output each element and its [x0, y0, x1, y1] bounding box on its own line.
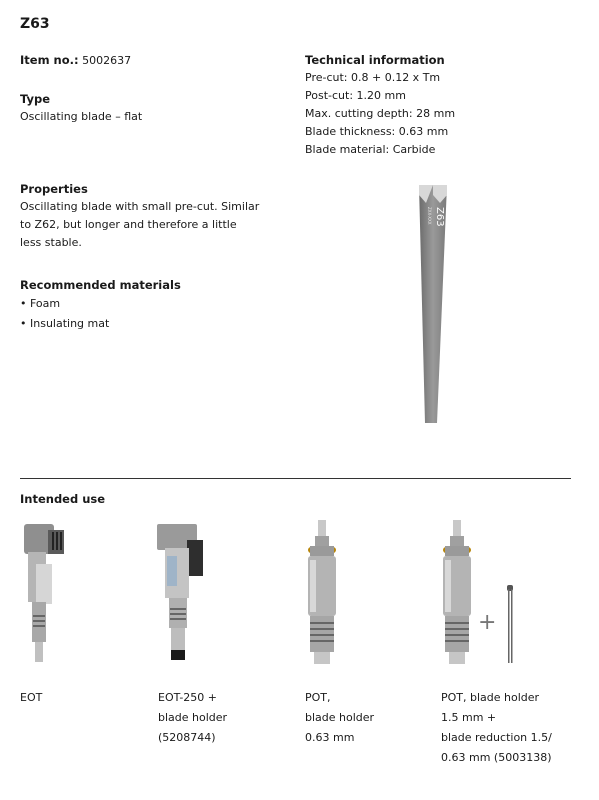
- caption-line: blade holder: [158, 711, 228, 724]
- product-title: Z63: [20, 16, 50, 32]
- item-number-value: 5002637: [82, 54, 132, 67]
- caption-line: POT, blade holder: [441, 691, 540, 704]
- properties-section: [20, 180, 290, 252]
- type-section: [20, 90, 142, 126]
- blade-small-marking: ZXX-XXX: [427, 207, 432, 225]
- caption-line: 1.5 mm +: [441, 711, 497, 724]
- properties-line: less stable.: [20, 236, 82, 249]
- recommended-materials-section: [20, 276, 181, 334]
- caption-line: 0.63 mm: [305, 731, 355, 744]
- blade-code: Z63: [434, 207, 445, 227]
- technical-information-section: [305, 51, 455, 159]
- caption-line: (5208744): [158, 731, 216, 744]
- list-item: • Insulating mat: [20, 314, 181, 334]
- caption-line: 0.63 mm (5003138): [441, 751, 552, 764]
- properties-line: Oscillating blade with small pre-cut. Similar: [20, 200, 260, 213]
- type-label: Type: [20, 92, 51, 106]
- tool-caption-eot-250: [158, 688, 227, 748]
- recommended-materials-label: Recommended materials: [20, 278, 181, 292]
- caption-line: EOT-250 +: [158, 691, 217, 704]
- pot-blade-reduction-tool-image: [433, 520, 483, 670]
- type-value: Oscillating blade – flat: [20, 110, 143, 123]
- blade-image: [393, 185, 453, 425]
- caption-line: blade holder: [305, 711, 375, 724]
- intended-use-label: Intended use: [20, 492, 106, 506]
- item-number-row: [20, 51, 131, 70]
- caption-line: POT,: [305, 691, 331, 704]
- pot-tool-image: [298, 520, 348, 670]
- list-item: • Foam: [20, 294, 181, 314]
- eot-250-tool-image: [153, 520, 213, 670]
- tool-caption-eot: [20, 688, 42, 708]
- tool-caption-pot-blade-reduction: [441, 688, 552, 768]
- materials-list: [20, 294, 181, 334]
- tech-line: Max. cutting depth: 28 mm: [305, 107, 456, 120]
- plus-sign: +: [478, 610, 497, 635]
- technical-information-label: Technical information: [305, 53, 445, 67]
- properties-line: to Z62, but longer and therefore a little: [20, 218, 237, 231]
- eot-tool-image: [18, 520, 78, 670]
- tech-line: Blade thickness: 0.63 mm: [305, 125, 449, 138]
- properties-label: Properties: [20, 182, 88, 196]
- caption-line: EOT: [20, 691, 43, 704]
- tech-line: Post-cut: 1.20 mm: [305, 89, 406, 102]
- caption-line: blade reduction 1.5/: [441, 731, 552, 744]
- tech-line: Pre-cut: 0.8 + 0.12 x Tm: [305, 71, 441, 84]
- item-number-label: Item no.:: [20, 53, 79, 67]
- section-divider: [20, 478, 571, 479]
- tech-line: Blade material: Carbide: [305, 143, 436, 156]
- blade-reduction-image: [502, 585, 518, 665]
- tool-caption-pot: [305, 688, 374, 748]
